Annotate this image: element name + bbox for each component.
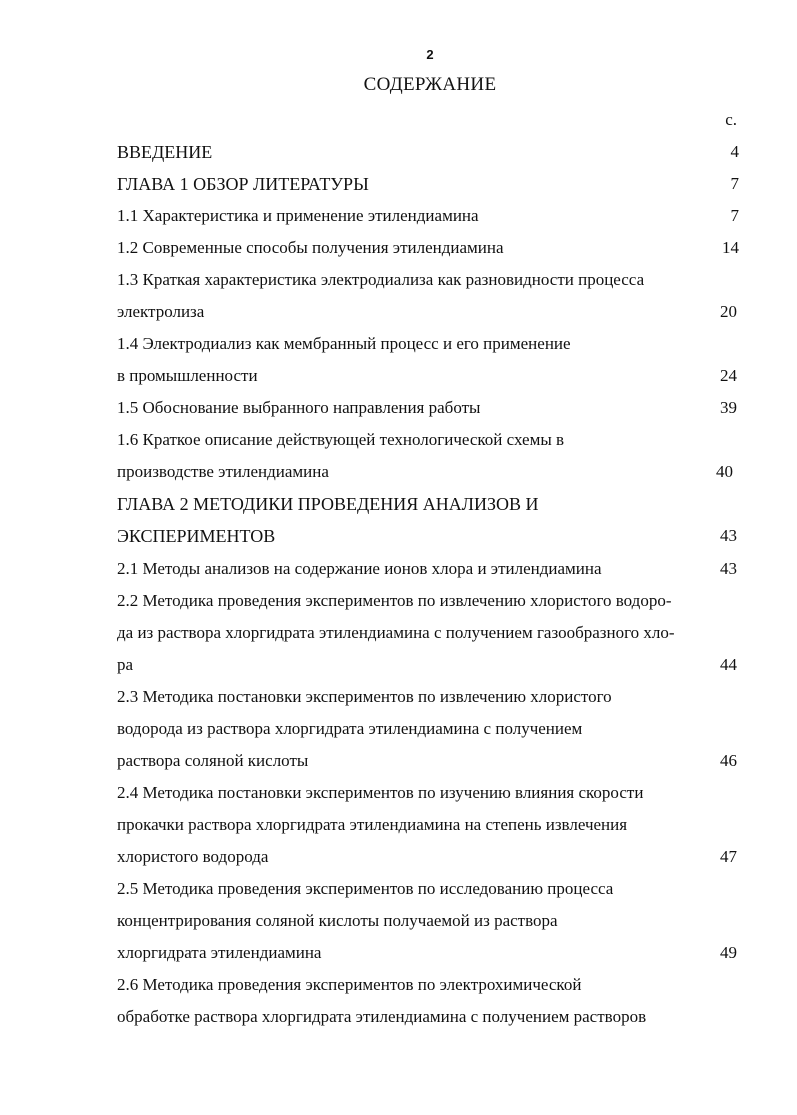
toc-line: 1.5 Обоснование выбранного направления работы [117, 398, 481, 417]
toc-page-ref: 40 [716, 462, 733, 481]
toc-line: производстве этилендиамина [117, 462, 329, 481]
toc-line: ра [117, 655, 134, 674]
page-title: СОДЕРЖАНИЕ [363, 74, 497, 95]
toc-line: 2.4 Методика постановки экспериментов по изучению влияния скорости [117, 783, 644, 802]
page-number: 2 [426, 47, 434, 62]
toc-line: 1.4 Электродиализ как мембранный процесс и его применение [117, 334, 571, 353]
toc-page-ref: 47 [720, 847, 737, 866]
toc-page-ref: 20 [720, 302, 737, 321]
toc-line: 1.6 Краткое описание действующей технологической схемы в [117, 430, 565, 449]
toc-line: ЭКСПЕРИМЕНТОВ [117, 526, 276, 546]
toc-line: раствора соляной кислоты [117, 751, 309, 770]
toc-page-ref: 49 [720, 943, 737, 962]
toc-page-ref: 7 [730, 174, 739, 193]
toc-line: прокачки раствора хлоргидрата этилендиамина на степень извлечения [117, 815, 628, 834]
toc-page-ref: 14 [722, 238, 739, 257]
toc-line: обработке раствора хлоргидрата этилендиамина с получением растворов [117, 1007, 647, 1026]
toc-line: 2.1 Методы анализов на содержание ионов хлора и этилендиамина [117, 559, 602, 578]
toc-line: водорода из раствора хлоргидрата этилендиамина с получением [117, 719, 583, 738]
toc-line: 1.3 Краткая характеристика электродиализа как разновидности процесса [117, 270, 645, 289]
toc-line: ГЛАВА 2 МЕТОДИКИ ПРОВЕДЕНИЯ АНАЛИЗОВ И [117, 494, 539, 514]
toc-line: электролиза [117, 302, 205, 321]
toc-page-ref: 39 [720, 398, 737, 417]
toc-line: 2.6 Методика проведения экспериментов по электрохимической [117, 975, 582, 994]
toc-line: хлористого водорода [117, 847, 269, 866]
toc-line: 2.3 Методика постановки экспериментов по извлечению хлористого [117, 687, 612, 706]
toc-page-ref: 43 [720, 526, 737, 545]
toc-line: в промышленности [117, 366, 258, 385]
toc-page-ref: 7 [730, 206, 739, 225]
toc-page-ref: 4 [730, 142, 739, 161]
toc-line: да из раствора хлоргидрата этилендиамина с получением газообразного хло- [117, 623, 675, 642]
toc-page-ref: 44 [720, 655, 737, 674]
toc-page-ref: 24 [720, 366, 737, 385]
toc-page-ref: 43 [720, 559, 737, 578]
toc-line: 2.2 Методика проведения экспериментов по извлечению хлористого водоро- [117, 591, 672, 610]
toc-line: 2.5 Методика проведения экспериментов по исследованию процесса [117, 879, 614, 898]
toc-line: 1.2 Современные способы получения этилендиамина [117, 238, 504, 257]
toc-line: ГЛАВА 1 ОБЗОР ЛИТЕРАТУРЫ [117, 174, 369, 194]
toc-line: концентрирования соляной кислоты получаемой из раствора [117, 911, 558, 930]
toc-page-ref: 46 [720, 751, 737, 770]
page-column-label: с. [725, 110, 737, 129]
toc-line: ВВЕДЕНИЕ [117, 142, 213, 162]
toc-line: 1.1 Характеристика и применение этилендиамина [117, 206, 479, 225]
toc-line: хлоргидрата этилендиамина [117, 943, 322, 962]
